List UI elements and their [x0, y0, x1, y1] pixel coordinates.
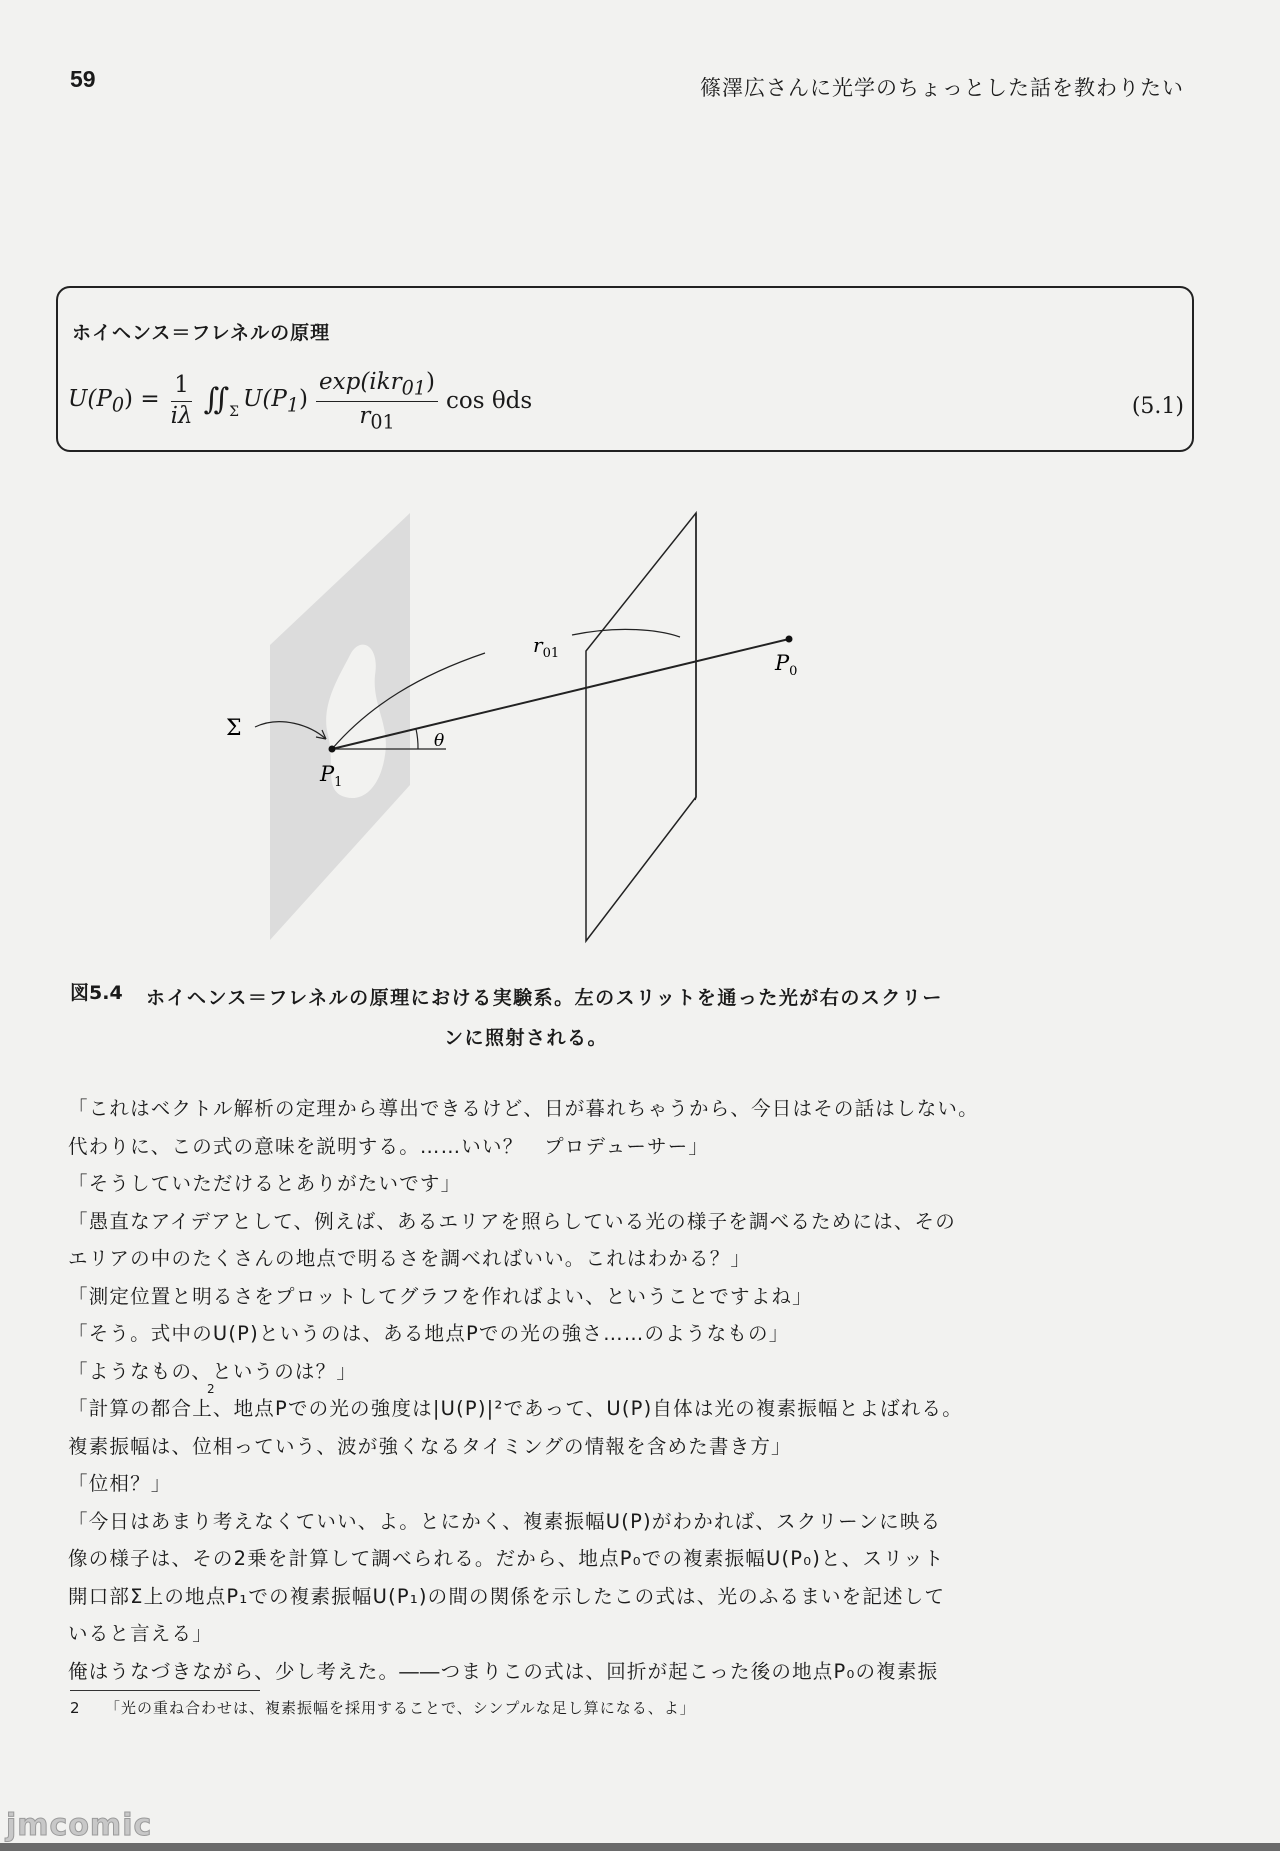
formula-fraction-2: $\frac{\exp(ikr_{01})}{r_{01}}$: [316, 370, 438, 432]
formula-integral: $∬_\Sigma$: [203, 382, 239, 421]
formula-u-p1: $U(P_1)$: [243, 385, 309, 417]
caption-line-2: ンに照射される。: [443, 1027, 608, 1049]
body-line: 代わりに、この式の意味を説明する。……いい？ プロデューサー」: [68, 1134, 710, 1158]
r01-curve-2: [572, 629, 680, 637]
body-line: 「計算の都合上、地点Pでの光の強度は|U(P)|²であって、U(P)自体は光の複素振幅とよばれる。: [68, 1397, 963, 1420]
footnote-rule: [70, 1690, 260, 1691]
body-line: エリアの中のたくさんの地点で明るさを調べればいい。これはわかる？」: [68, 1247, 752, 1270]
watermark: jmcomic: [6, 1808, 153, 1843]
formula-fraction-1: $\frac{1}{i\lambda}$: [170, 372, 193, 429]
body-line: いると言える」: [68, 1622, 213, 1645]
body-line: 「今日はあまり考えなくていい、よ。とにかく、複素振幅U(P)がわかれば、スクリーンに映る: [68, 1509, 942, 1533]
label-theta: θ: [434, 731, 445, 751]
formula: [68, 370, 532, 432]
body-line: 「これはベクトル解析の定理から導出できるけど、日が暮れちゃうから、今日はその話はしない。: [68, 1097, 979, 1120]
body-line: 像の様子は、その2乗を計算して調べられる。だから、地点P₀での複素振幅U(P₀)と、スリット: [68, 1547, 945, 1570]
figure-caption: [146, 978, 996, 1058]
caption-line-1: ホイヘンス＝フレネルの原理における実験系。左のスリットを通った光が右のスクリー: [146, 987, 943, 1009]
principle-title: ホイヘンス＝フレネルの原理: [72, 322, 331, 344]
footnote: 2 「光の重ね合わせは、複素振幅を採用することで、シンプルな足し算になる、よ」: [70, 1699, 696, 1717]
body-line: 「ようなもの、というのは？」: [68, 1359, 358, 1383]
formula-tail: cos θds: [445, 388, 533, 415]
body-line: 「測定位置と明るさをプロットしてグラフを作ればよい、ということですよね」: [68, 1284, 813, 1308]
body-line: 「そう。式中のU(P)というのは、ある地点Pでの光の強さ……のようなもの」: [68, 1322, 790, 1345]
footnote-marker: 2: [207, 1382, 215, 1396]
label-r01: $r_{01}$: [533, 633, 560, 661]
body-line: 俺はうなづきながら、少し考えた。――つまりこの式は、回折が起こった後の地点P₀の複素振: [68, 1659, 939, 1683]
experiment-diagram: [220, 505, 860, 945]
label-p1: $P_1$: [320, 762, 343, 790]
body-line: 複素振幅は、位相っていう、波が強くなるタイミングの情報を含めた書き方」: [68, 1434, 792, 1458]
running-head: 篠澤広さんに光学のちょっとした話を教わりたい: [700, 76, 1184, 100]
body-line: 「位相？」: [68, 1472, 172, 1495]
page-number: 59: [70, 66, 96, 92]
point-p1: [329, 746, 336, 753]
equation-number: (5.1): [1131, 394, 1184, 419]
body-line: 開口部Σ上の地点P₁での複素振幅U(P₁)の間の関係を示したこの式は、光のふるまいを記述して: [68, 1584, 946, 1608]
caption-number: 図5.4: [70, 982, 123, 1004]
scan-edge: [0, 1843, 1280, 1851]
label-sigma: Σ: [226, 716, 242, 741]
point-p0: [786, 636, 793, 643]
body-line: 「愚直なアイデアとして、例えば、あるエリアを照らしている光の様子を調べるためには、その: [68, 1209, 956, 1233]
label-p0: $P_0$: [775, 651, 798, 679]
screen-outline: [586, 513, 696, 941]
body-line: 「そうしていただけるとありがたいです」: [68, 1172, 462, 1195]
theta-arc: [416, 729, 418, 749]
formula-lhs: $U(P_0)$ =: [68, 385, 160, 417]
